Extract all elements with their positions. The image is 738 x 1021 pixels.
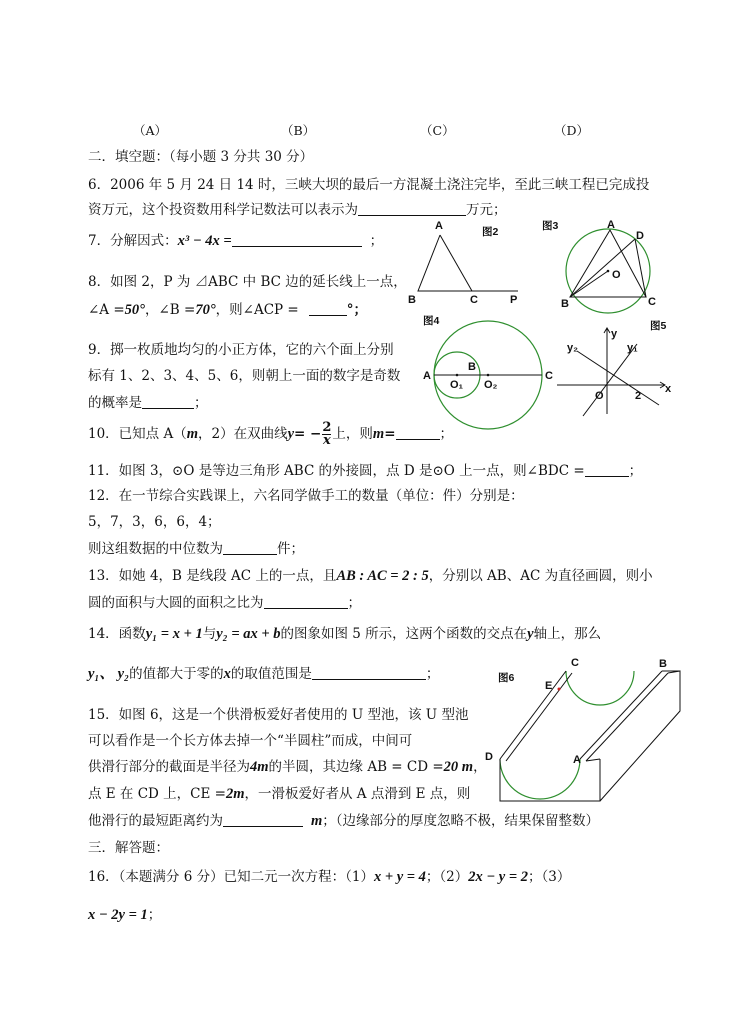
option-a: （A） [133, 123, 168, 138]
q12-line1: 12．在一节综合实践课上，六名同学做手工的数量（单位：件）分别是： [88, 488, 524, 504]
fig4-label: 图4 [423, 315, 440, 327]
fig2-point-p: P [510, 294, 518, 306]
fig5-label-origin: O [595, 390, 604, 402]
q14-line2: y₁、 y₂的值都大于零的x的取值范围是 ； [88, 666, 440, 682]
q8-line2: ∠A =50°，∠B =70°，则∠ACP = °； [88, 302, 367, 318]
fig5-label-y1: y₁ [627, 342, 638, 354]
fig5-label-y: y [611, 328, 618, 340]
q9-line1: 9．掷一枚质地均匀的小正方体，它的六个面上分别 [88, 342, 394, 358]
fig6-point-a: A [573, 754, 581, 766]
fig2-point-a: A [435, 220, 443, 232]
fig3-point-b: B [561, 298, 569, 310]
fig4-point-a: A [423, 370, 431, 382]
fig6-label: 图6 [498, 672, 515, 684]
q15-line2: 可以看作是一个长方体去掉一个“半圆柱”而成，中间可 [88, 733, 413, 749]
figure-2 [400, 215, 530, 310]
q12-line3: 则这组数据的中位数为 件； [88, 541, 304, 557]
fig3-point-c: C [648, 296, 656, 308]
fig6-point-e: E [545, 680, 553, 692]
q9-line3: 的概率是 ； [88, 395, 208, 411]
fig4-point-o1: O₁ [450, 379, 464, 391]
q16-line2: x − 2y = 1； [88, 907, 162, 923]
fig5-label: 图5 [650, 320, 667, 332]
q15-line1: 15．如图 6，这是一个供滑板爱好者使用的 U 型池，该 U 型池 [88, 707, 469, 723]
section2-heading: 二．填空题：（每小题 3 分共 30 分） [88, 149, 314, 165]
figure-3 [540, 215, 665, 315]
fig3-point-o: O [612, 269, 621, 281]
fig5-label-y2: y₂ [567, 342, 579, 354]
fig2-point-b: B [408, 294, 416, 306]
q9-line2: 标有 1、2、3、4、5、6，则朝上一面的数字是奇数 [88, 368, 401, 384]
fig6-point-b: B [659, 658, 667, 670]
fig6-point-c: C [571, 657, 579, 669]
fig3-point-a: A [607, 219, 615, 231]
q6-line1: 6．2006 年 5 月 24 日 14 时，三峡大坝的最后一方混凝土浇注完毕，至此三峡工程已完成投 [88, 177, 650, 193]
fig4-point-b: B [468, 361, 476, 373]
fig6-point-d: D [485, 751, 493, 763]
fig2-label: 图2 [482, 226, 499, 238]
fig4-point-c: C [545, 370, 553, 382]
fig5-label-x: x [665, 383, 672, 395]
option-c: （C） [420, 123, 455, 138]
q14-line1: 14．函数y₁ = x + 1与y₂ = ax + b的图象如图 5 所示，这两个函数的交点在y轴上，那么 [88, 626, 602, 642]
option-b: （B） [281, 123, 316, 138]
q13-line1: 13．如她 4，B 是线段 AC 上的一点，且AB : AC = 2 : 5，分别以 AB、AC 为直径画圆，则小 [88, 568, 653, 584]
q11: 11．如图 3，⊙O 是等边三角形 ABC 的外接圆，点 D 是⊙O 上一点，则∠BDC = ； [88, 463, 643, 479]
fig3-label: 图3 [542, 220, 559, 232]
fig5-label-2: 2 [635, 390, 642, 402]
option-d: （D） [554, 123, 590, 138]
figure-4 [420, 312, 560, 427]
q8-line1: 8．如图 2，P 为 ⊿ABC 中 BC 边的延长线上一点， [88, 274, 407, 290]
fig4-point-o2: O₂ [484, 379, 498, 391]
fig2-point-c: C [470, 294, 478, 306]
q15-line5: 他滑行的最短距离约为 m；（边缘部分的厚度忽略不极，结果保留整数） [88, 813, 600, 829]
fig3-point-d: D [636, 230, 644, 242]
q13-line2: 圆的面积与大圆的面积之比为 ； [88, 595, 361, 611]
q7: 7．分解因式：x³ − 4x = ； [88, 233, 384, 249]
figure-5 [555, 318, 680, 418]
q12-line2: 5，7，3，6，6，4； [88, 514, 221, 530]
q16-line1: 16．（本题满分 6 分）已知二元一次方程：（1）x + y = 4；（2）2x − y = 2；（3） [88, 869, 571, 885]
fraction: $\frac{2}{x}$ [322, 420, 332, 448]
section3-heading: 三．解答题： [88, 840, 169, 856]
q6-line2: 资万元，这个投资数用科学记数法可以表示为 万元； [88, 202, 507, 218]
figure-6 [480, 655, 690, 805]
q15-line3: 供滑行部分的截面是半径为4m的半圆，其边缘 AB = CD =20 m， [88, 759, 487, 775]
q10: 10．已知点 A（m，2）在双曲线y= − $\frac{2}{x}$ 上，则m= ； [88, 420, 453, 448]
q15-line4: 点 E 在 CD 上，CE =2m，一滑板爱好者从 A 点滑到 E 点，则 [88, 786, 471, 802]
